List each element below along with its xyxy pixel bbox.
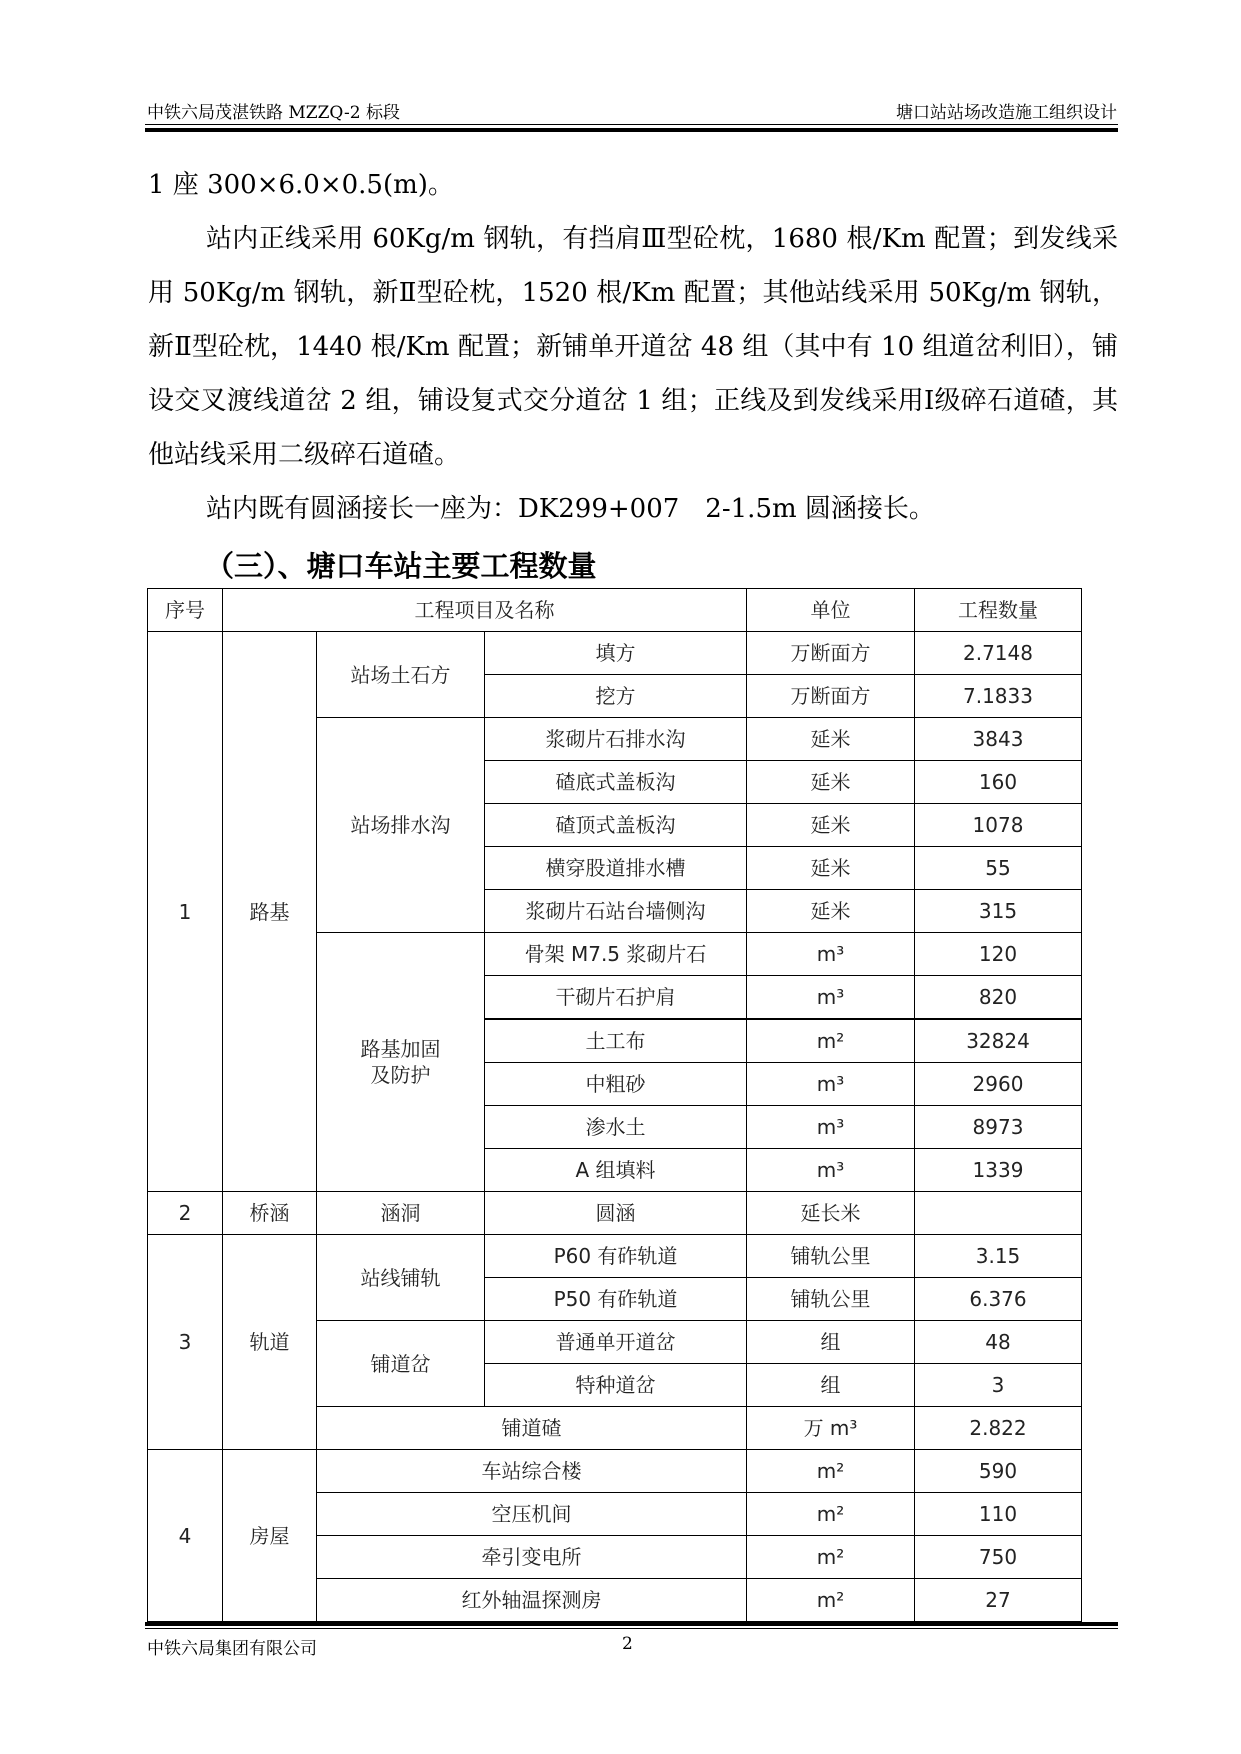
qty-cell: 315 (915, 890, 1082, 933)
qty-cell: 3.15 (915, 1235, 1082, 1278)
seq-cell: 2 (148, 1192, 223, 1235)
subgroup-cell (317, 933, 485, 1192)
unit-cell: 万 m³ (747, 1407, 915, 1450)
table-row (148, 1450, 1082, 1493)
unit-cell: 铺轨公里 (747, 1235, 915, 1278)
item-cell: 牵引变电所 (317, 1536, 747, 1579)
header-unit: 单位 (747, 589, 915, 632)
item-cell: 干砌片石护肩 (485, 976, 747, 1020)
seq-cell: 1 (148, 632, 223, 1192)
item-cell: 渗水土 (485, 1106, 747, 1149)
paragraph-2: 站内正线采用 60Kg/m 钢轨，有挡肩Ⅲ型砼枕，1680 根/Km 配置；到发线采用 50Kg/m 钢轨，新Ⅱ型砼枕，1520 根/Km 配置；其他站线采用 50Kg/m 钢轨，新Ⅱ型砼枕，1440 根/Km 配置；新铺单开道岔 48 组（其中有 10 组道岔利旧），铺设交叉渡线道岔 2 组，铺设复式交分道岔 1 组；正线及到发线采用Ⅰ级碎石道碴，其他站线采用二级碎石道碴。 (148, 224, 1118, 470)
table-row (148, 632, 1082, 675)
item-cell: 浆砌片石排水沟 (485, 718, 747, 761)
qty-cell: 6.376 (915, 1278, 1082, 1321)
unit-cell: m³ (747, 1063, 915, 1106)
category-cell: 桥涵 (223, 1192, 317, 1235)
item-cell: 碴顶式盖板沟 (485, 804, 747, 847)
qty-cell: 820 (915, 976, 1082, 1020)
item-cell: 浆砌片石站台墙侧沟 (485, 890, 747, 933)
unit-cell: 万断面方 (747, 675, 915, 718)
qty-cell: 590 (915, 1450, 1082, 1493)
unit-cell: 延米 (747, 890, 915, 933)
item-cell: 挖方 (485, 675, 747, 718)
unit-cell: m³ (747, 1106, 915, 1149)
qty-cell: 27 (915, 1579, 1082, 1622)
item-cell: 铺道碴 (317, 1407, 747, 1450)
qty-cell: 3 (915, 1364, 1082, 1407)
footer-rule-thin (145, 1628, 1118, 1629)
item-cell: 空压机间 (317, 1493, 747, 1536)
page-number: 2 (622, 1634, 633, 1654)
unit-cell: 万断面方 (747, 632, 915, 675)
subgroup-line: 及防护 (370, 1063, 431, 1087)
header-doc-title: 塘口站站场改造施工组织设计 (896, 103, 1117, 123)
qty-cell: 3843 (915, 718, 1082, 761)
item-cell: 横穿股道排水槽 (485, 847, 747, 890)
unit-cell: m³ (747, 1149, 915, 1192)
header-seq: 序号 (148, 589, 223, 632)
body-text (148, 158, 1118, 536)
unit-cell: m³ (747, 976, 915, 1020)
seq-cell: 4 (148, 1450, 223, 1622)
quantities-table (147, 588, 1082, 1622)
qty-cell: 750 (915, 1536, 1082, 1579)
qty-cell: 7.1833 (915, 675, 1082, 718)
qty-cell: 160 (915, 761, 1082, 804)
footer-company: 中铁六局集团有限公司 (147, 1639, 317, 1659)
unit-cell: m² (747, 1536, 915, 1579)
item-cell: 红外轴温探测房 (317, 1579, 747, 1622)
category-cell: 路基 (223, 632, 317, 1192)
unit-cell: 铺轨公里 (747, 1278, 915, 1321)
table-row (148, 1235, 1082, 1278)
item-cell: 车站综合楼 (317, 1450, 747, 1493)
table-row (148, 1192, 1082, 1235)
item-cell: P50 有砟轨道 (485, 1278, 747, 1321)
qty-cell: 8973 (915, 1106, 1082, 1149)
paragraph-1: 1 座 300×6.0×0.5(m)。 (148, 170, 454, 200)
unit-cell: 延米 (747, 804, 915, 847)
item-cell: 骨架 M7.5 浆砌片石 (485, 933, 747, 976)
header-qty: 工程数量 (915, 589, 1082, 632)
qty-cell: 2.822 (915, 1407, 1082, 1450)
subgroup-cell: 铺道岔 (317, 1321, 485, 1407)
unit-cell: 延长米 (747, 1192, 915, 1235)
unit-cell: m² (747, 1579, 915, 1622)
qty-cell: 110 (915, 1493, 1082, 1536)
table-header-row (148, 589, 1082, 632)
category-cell: 轨道 (223, 1235, 317, 1450)
unit-cell: m² (747, 1450, 915, 1493)
qty-cell: 32824 (915, 1019, 1082, 1063)
header-project: 中铁六局茂湛铁路 MZZQ-2 标段 (147, 103, 400, 123)
unit-cell: m² (747, 1019, 915, 1063)
unit-cell: m² (747, 1493, 915, 1536)
item-cell: 碴底式盖板沟 (485, 761, 747, 804)
paragraph-3: 站内既有圆涵接长一座为：DK299+007 2-1.5m 圆涵接长。 (206, 494, 935, 524)
item-cell: 特种道岔 (485, 1364, 747, 1407)
unit-cell: 延米 (747, 847, 915, 890)
subgroup-cell: 站线铺轨 (317, 1235, 485, 1321)
unit-cell: 组 (747, 1321, 915, 1364)
subgroup-cell: 站场排水沟 (317, 718, 485, 933)
qty-cell (915, 1192, 1082, 1235)
section-title: （三）、塘口车站主要工程数量 (205, 549, 597, 583)
page-header (147, 98, 1117, 122)
unit-cell: m³ (747, 933, 915, 976)
item-cell: 圆涵 (485, 1192, 747, 1235)
subgroup-cell: 站场土石方 (317, 632, 485, 718)
qty-cell: 120 (915, 933, 1082, 976)
qty-cell: 55 (915, 847, 1082, 890)
qty-cell: 1078 (915, 804, 1082, 847)
header-rule-thick (145, 128, 1118, 132)
qty-cell: 2.7148 (915, 632, 1082, 675)
item-cell: 土工布 (485, 1019, 747, 1063)
qty-cell: 1339 (915, 1149, 1082, 1192)
subgroup-line: 路基加固 (360, 1037, 441, 1061)
item-cell: 填方 (485, 632, 747, 675)
item-cell: 普通单开道岔 (485, 1321, 747, 1364)
item-cell: A 组填料 (485, 1149, 747, 1192)
item-cell: P60 有砟轨道 (485, 1235, 747, 1278)
seq-cell: 3 (148, 1235, 223, 1450)
unit-cell: 延米 (747, 761, 915, 804)
item-cell: 中粗砂 (485, 1063, 747, 1106)
unit-cell: 组 (747, 1364, 915, 1407)
subgroup-cell: 涵洞 (317, 1192, 485, 1235)
category-cell: 房屋 (223, 1450, 317, 1622)
header-item: 工程项目及名称 (223, 589, 747, 632)
footer-rule-thick (145, 1622, 1118, 1626)
qty-cell: 48 (915, 1321, 1082, 1364)
qty-cell: 2960 (915, 1063, 1082, 1106)
unit-cell: 延米 (747, 718, 915, 761)
header-rule-thin (145, 124, 1118, 125)
